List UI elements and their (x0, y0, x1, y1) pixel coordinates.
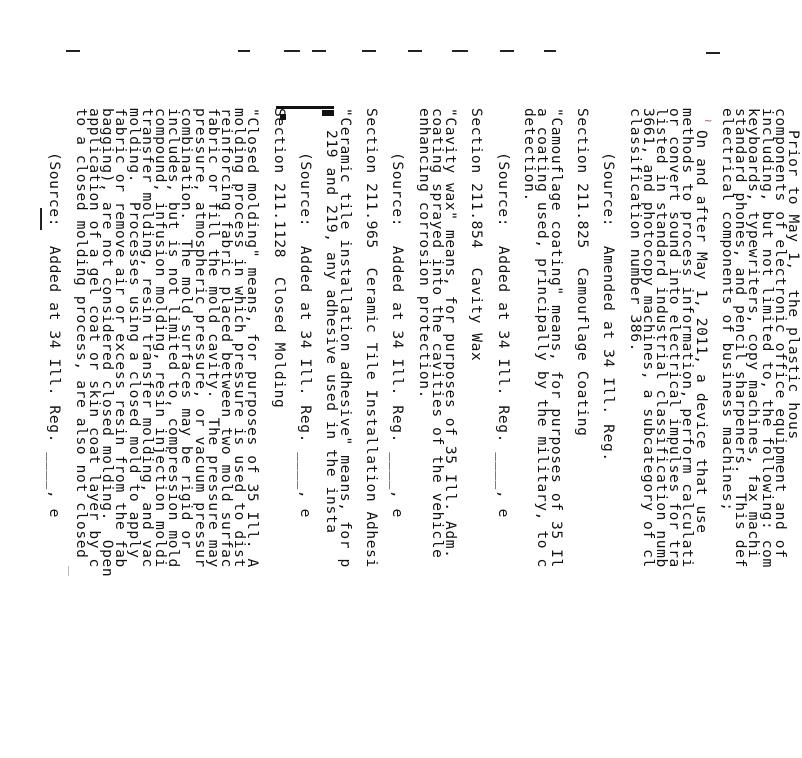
margin-dash (706, 52, 720, 54)
margin-dash (238, 50, 250, 52)
text-line: Prior to May 1, the plastic hous (785, 130, 802, 440)
margin-dash (362, 50, 376, 52)
source-note: (Source: Added at 34 Ill. Reg. ____, e (46, 152, 64, 519)
text-line: enhancing corrosion protection. (415, 108, 433, 399)
text-line: classification number 386. (626, 108, 644, 353)
text-line: On and after May 1, 2011, a device that use (692, 130, 710, 534)
section-heading: Section 211.1128 Closed Molding (270, 108, 288, 409)
margin-dash (500, 50, 514, 52)
section-heading: Section 211.965 Ceramic Tile Installation Adhesi (363, 108, 380, 568)
text-line: bagging), are not considered closed molding. Open (99, 108, 117, 578)
text-line: 219 and 219, any adhesive used in the insta (323, 130, 341, 534)
text-line: methods to process information, perform calculati (679, 108, 697, 568)
text-line: molding process in which pressure is used to dist (231, 108, 249, 568)
text-line: standard phones, and pencil sharpeners. This def (732, 108, 750, 568)
text-line: fabric or remove air or excess resin from the fab (112, 108, 130, 568)
section-heading: Section 211.825 Camouflage Coating (574, 108, 591, 437)
source-note: (Source: Added at 34 Ill. Reg. ____, e (297, 152, 315, 519)
text-line: a coating used, principally by the military, to c (534, 108, 552, 568)
text-line: reinforcing fabric placed between two mold surfac (217, 108, 235, 568)
text-line: "Cavity wax" means, for purposes of 35 Ill. Adm. (442, 108, 460, 559)
text-line: coating sprayed into the cavities of the vehicle (428, 108, 446, 559)
margin-dash (452, 50, 468, 52)
text-line: molding. Processes using a closed mold to apply (125, 108, 143, 559)
margin-dash (312, 50, 326, 52)
source-note: (Source: Added at 34 Ill. Reg. ____, e (494, 152, 512, 519)
text-line: including, but not limited to, the following: com (758, 108, 776, 568)
margin-bar (40, 208, 42, 230)
margin-dash (408, 50, 422, 52)
text-line: fabric or fill the mold cavity. The pressure may (204, 108, 222, 568)
text-line: listed in standard industrial classification numb (653, 108, 671, 568)
text-line: keyboards, typewriters, copy machines, fax machi (745, 108, 763, 559)
margin-dash (544, 50, 556, 52)
margin-dash (66, 50, 80, 52)
text-line: pressure, atmospheric pressure, or vacuum pressur (191, 108, 209, 568)
text-line: "Closed molding" means, for purposes of 35 Ill. A (244, 108, 262, 568)
text-line: combination. The mold surfaces may be rigid or (178, 108, 196, 550)
text-line: detection. (521, 108, 539, 202)
text-line: transfer molding, resin transfer molding, and vac (138, 108, 156, 568)
section-heading: Section 211.854 Cavity Wax (468, 108, 486, 362)
text-line: "Ceramic tile installation adhesive" means, for p (336, 108, 354, 568)
margin-dash (284, 50, 300, 52)
text-line: compound, infusion molding, resin injection moldi (152, 108, 169, 568)
source-note: (Source: Added at 34 Ill. Reg. ____, e (389, 152, 407, 519)
red-annotation: ~ (704, 116, 713, 127)
text-line: to a closed molding process, are also not closed (72, 108, 90, 559)
text-line: components of electronic office equipment and of (771, 108, 789, 559)
source-note: (Source: Amended at 34 Ill. Reg. (600, 152, 618, 462)
text-line: "Camouflage coating" means, for purposes of 35 Il (547, 108, 565, 568)
text-line: 3661, and photocopy machines, a subcategory of cl (639, 108, 657, 568)
text-line: or convert sound into electrical impulses for tra (666, 108, 684, 568)
text-line: application of a gel coat or skin coat layer by c (86, 108, 104, 568)
text-line: includes, but is not limited to, compression mold (165, 108, 183, 568)
text-line: electrical components of business machines; (719, 108, 737, 512)
rotated-text-block (46, 108, 802, 758)
